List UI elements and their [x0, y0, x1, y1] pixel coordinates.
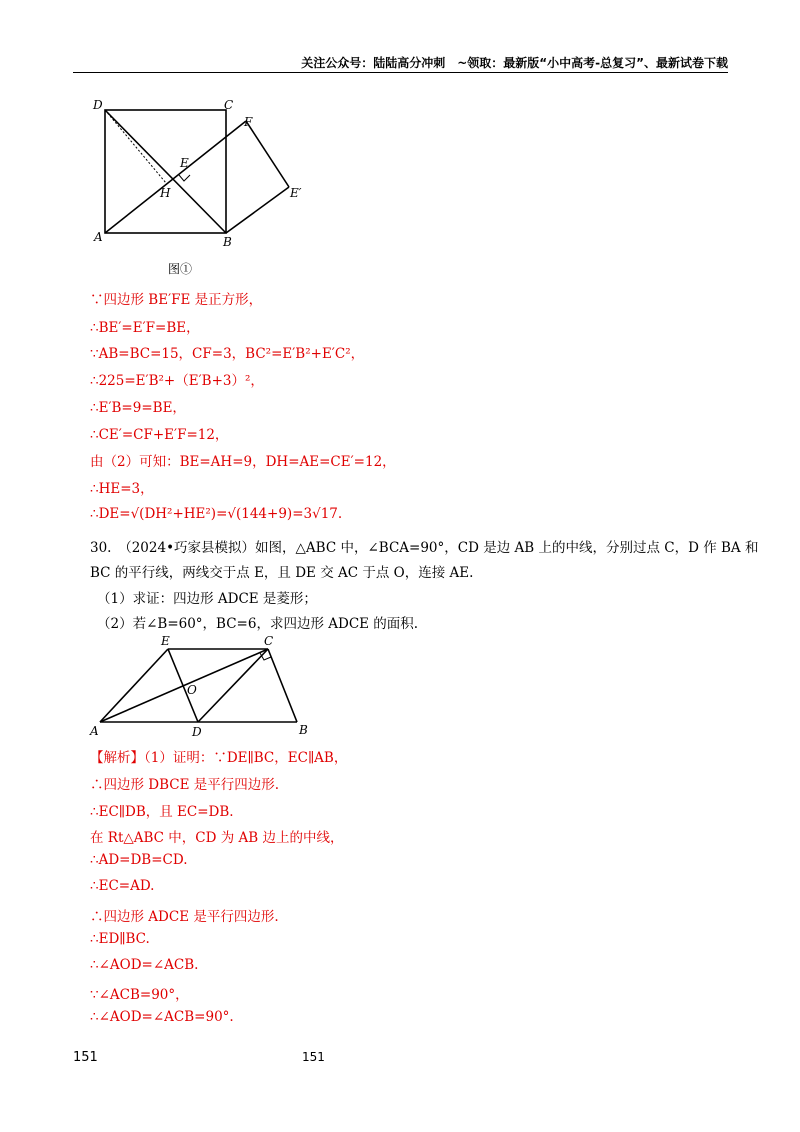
label-D: D — [93, 98, 103, 112]
solution-line: ∴ED∥BC. — [90, 931, 150, 947]
page-header — [73, 50, 728, 73]
label-C: C — [264, 634, 274, 648]
label-O: O — [187, 683, 197, 697]
problem-part-2: （2）若∠B=60°，BC=6，求四边形 ADCE 的面积. — [97, 616, 419, 632]
solution-line: ∵AB=BC=15，CF=3，BC²=E′B²+E′C²， — [90, 346, 365, 362]
label-E: E — [161, 634, 170, 648]
figure-rhombus — [88, 632, 328, 737]
solution-line: ∴HE=3， — [90, 481, 154, 497]
solution-line: ∴E′B=9=BE， — [90, 400, 186, 416]
solution-line: 由（2）可知：BE=AH=9，DH=AE=CE′=12， — [90, 454, 396, 470]
solution-line: ∴AD=DB=CD. — [90, 852, 188, 868]
figure-caption: 图① — [168, 262, 193, 276]
solution-line: 【解析】（1）证明：∵DE∥BC，EC∥AB， — [90, 750, 348, 766]
page-number-center: 151 — [302, 1050, 325, 1064]
solution-line: ∵∠ACB=90°， — [90, 987, 189, 1003]
label-A: A — [94, 230, 103, 244]
solution-line: ∴BE′=E′F=BE， — [90, 320, 200, 336]
label-E-prime: E′ — [290, 186, 302, 200]
label-B: B — [223, 235, 232, 249]
label-A: A — [90, 724, 99, 737]
solution-line: ∴EC=AD. — [90, 878, 155, 894]
solution-line: ∴CE′=CF+E′F=12， — [90, 427, 229, 443]
problem-part-1: （1）求证：四边形 ADCE 是菱形； — [97, 591, 317, 607]
page-number-left: 151 — [73, 1050, 98, 1065]
label-F: F — [244, 115, 253, 129]
header-text: 关注公众号：陆陆高分冲刺 ~领取：最新版“小中高考-总复习”、最新试卷下载 — [301, 56, 728, 70]
label-E: E — [180, 156, 189, 170]
problem-line-2: BC 的平行线，两线交于点 E，且 DE 交 AC 于点 O，连接 AE. — [90, 565, 474, 581]
solution-line: ∴∠AOD=∠ACB. — [90, 957, 199, 973]
solution-line: ∵四边形 BE′FE 是正方形， — [90, 292, 263, 308]
figure-square — [88, 95, 328, 280]
label-C: C — [224, 98, 234, 112]
solution-line: ∴四边形 DBCE 是平行四边形. — [90, 777, 280, 793]
solution-formula: ∴DE=√(DH²+HE²)=√(144+9)=3√17. — [90, 506, 343, 522]
label-H: H — [160, 186, 171, 200]
label-D: D — [192, 725, 202, 737]
solution-line: ∴四边形 ADCE 是平行四边形. — [90, 909, 279, 925]
label-B: B — [299, 723, 308, 737]
solution-line: ∴EC∥DB，且 EC=DB. — [90, 804, 234, 820]
solution-line: ∴225=E′B²+（E′B+3）²， — [90, 373, 264, 389]
solution-line: 在 Rt△ABC 中，CD 为 AB 边上的中线， — [90, 830, 344, 846]
solution-line: ∴∠AOD=∠ACB=90°. — [90, 1009, 234, 1025]
problem-line-1: 30. （2024•巧家县模拟）如图，△ABC 中，∠BCA=90°，CD 是边 AB 上的中线，分别过点 C，D 作 BA 和 — [90, 540, 759, 556]
